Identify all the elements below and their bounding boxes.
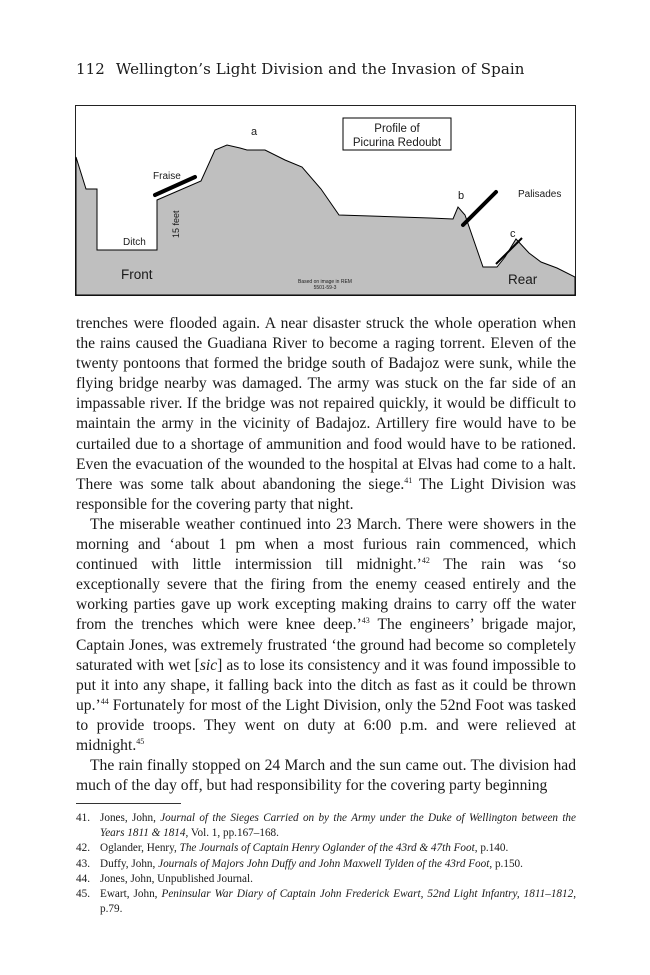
footnote-text: Oglander, Henry, bbox=[100, 842, 180, 855]
label-b: b bbox=[458, 190, 465, 202]
footnote-number: 44. bbox=[76, 872, 90, 885]
paragraph-text: The engineers’ brigade major, Captain Jones, was extremely frustrated ‘the ground had become so completely saturated with wet [ bbox=[76, 616, 576, 674]
footnote-ref: 45 bbox=[136, 736, 145, 746]
figure-credit-line1: Based on image in REM bbox=[298, 279, 352, 285]
footnote-ref: 42 bbox=[421, 556, 430, 566]
paragraph-text: The miserable weather continued into 23 March. There were showers in the morning and ‘about 1 pm when a most furious rain commenced, which continued with little intermission till midnight.’ bbox=[76, 515, 576, 574]
label-fraise: Fraise bbox=[153, 171, 181, 182]
paragraph-text: Fortunately for most of the Light Division, only the 52nd Foot was tasked to provide troops. They went on duty at 6:00 p.m. and were relieved at midnight. bbox=[76, 696, 576, 754]
footnote-ref: 41 bbox=[404, 475, 413, 485]
footnote bbox=[76, 872, 576, 887]
label-front: Front bbox=[121, 267, 153, 282]
paragraph bbox=[76, 515, 576, 756]
footnote-text: Ewart, John, bbox=[100, 888, 162, 901]
label-15-feet: 15 feet bbox=[171, 210, 181, 238]
figure-title-line2: Picurina Redoubt bbox=[352, 137, 442, 149]
footnote-text: , p.140. bbox=[474, 842, 509, 855]
paragraph bbox=[76, 314, 576, 515]
footnote bbox=[76, 887, 576, 917]
label-ditch: Ditch bbox=[123, 237, 146, 248]
label-a: a bbox=[251, 126, 258, 138]
footnotes bbox=[76, 811, 576, 917]
paragraph-text: The rain finally stopped on 24 March and the sun came out. The division had much of the day off, but had responsibility for the covering party beginning bbox=[76, 757, 576, 795]
footnote-title: The Journals of Captain Henry Oglander of the 43rd & 47th Foot bbox=[179, 842, 475, 855]
footnote-number: 42. bbox=[76, 842, 90, 855]
paragraph-text: The Light Division was responsible for the covering party that night. bbox=[76, 475, 576, 513]
label-c: c bbox=[510, 228, 516, 240]
running-title: Wellington’s Light Division and the Invasion of Spain bbox=[115, 60, 525, 78]
footnote-number: 41. bbox=[76, 812, 90, 824]
label-rear: Rear bbox=[508, 272, 538, 287]
footnote-number: 45. bbox=[76, 888, 90, 901]
page-number: 112 bbox=[76, 60, 105, 78]
paragraph-text: trenches were flooded again. A near disaster struck the whole operation when the rains caused the Guadiana River to become a raging torrent. Eleven of the twenty pontoons that formed the bridge south of Badajoz were sunk, while the flying bridge nearby was damaged. The army was stuck on the far side of an impassable river. If the bridge was not repaired quickly, it would be difficult to maintain the army in the vicinity of Badajoz. Artillery fire would have to be curtailed due to a shortage of ammunition and food would have to be rationed. Even the evacuation of the wounded to the hospital at Elvas had come to a halt. There was some talk about abandoning the siege. bbox=[76, 315, 576, 493]
footnote-number: 43. bbox=[76, 857, 90, 870]
footnote-text: Jones, John, bbox=[100, 812, 161, 824]
footnote bbox=[76, 811, 576, 841]
figure-credit-line2: 5501-59-3 bbox=[313, 285, 337, 291]
footnote-text: Duffy, John, bbox=[100, 857, 159, 870]
footnote-ref: 44 bbox=[100, 696, 109, 706]
paragraph-text: The rain was ‘so exceptionally severe that the firing from the enemy ceased entirely and the working parties gave up work excepting making drains to carry off the water from the trenches which were knee deep.’ bbox=[76, 556, 576, 634]
footnote-title: Journals of Majors John Duffy and John Maxwell Tylden of the 43rd Foot bbox=[158, 857, 490, 870]
footnote-text: , Vol. 1, pp.167–168. bbox=[185, 827, 279, 840]
label-palisades: Palisades bbox=[518, 189, 562, 200]
footnote-title: Peninsular War Diary of Captain John Frederick Ewart, 52nd Light Infantry, 1811–1812 bbox=[161, 888, 574, 901]
footnote-text: , p.150. bbox=[489, 857, 523, 870]
sic-marker: sic bbox=[199, 656, 218, 674]
redoubt-profile-diagram bbox=[75, 105, 576, 296]
footnote-title: Journal of the Sieges Carried on by the Army under the Duke of Wellington between the Years 1811 & 1814 bbox=[100, 812, 576, 840]
redoubt-profile-figure bbox=[75, 105, 576, 296]
footnote-text: Jones, John, Unpublished Journal. bbox=[100, 872, 253, 885]
footnote bbox=[76, 857, 576, 872]
body-text bbox=[76, 314, 576, 796]
paragraph bbox=[76, 756, 576, 796]
figure-title-line1: Profile of bbox=[374, 123, 420, 135]
footnote-rule bbox=[76, 803, 181, 804]
footnote-ref: 43 bbox=[361, 616, 370, 626]
footnote-text: , p.79. bbox=[100, 888, 576, 916]
running-head bbox=[76, 60, 525, 78]
paragraph-text: ] as to lose its consistency and it was found impossible to put it into any shape, it falling back into the ditch as fast as it could be thrown up.’ bbox=[76, 656, 576, 714]
footnote bbox=[76, 841, 576, 856]
